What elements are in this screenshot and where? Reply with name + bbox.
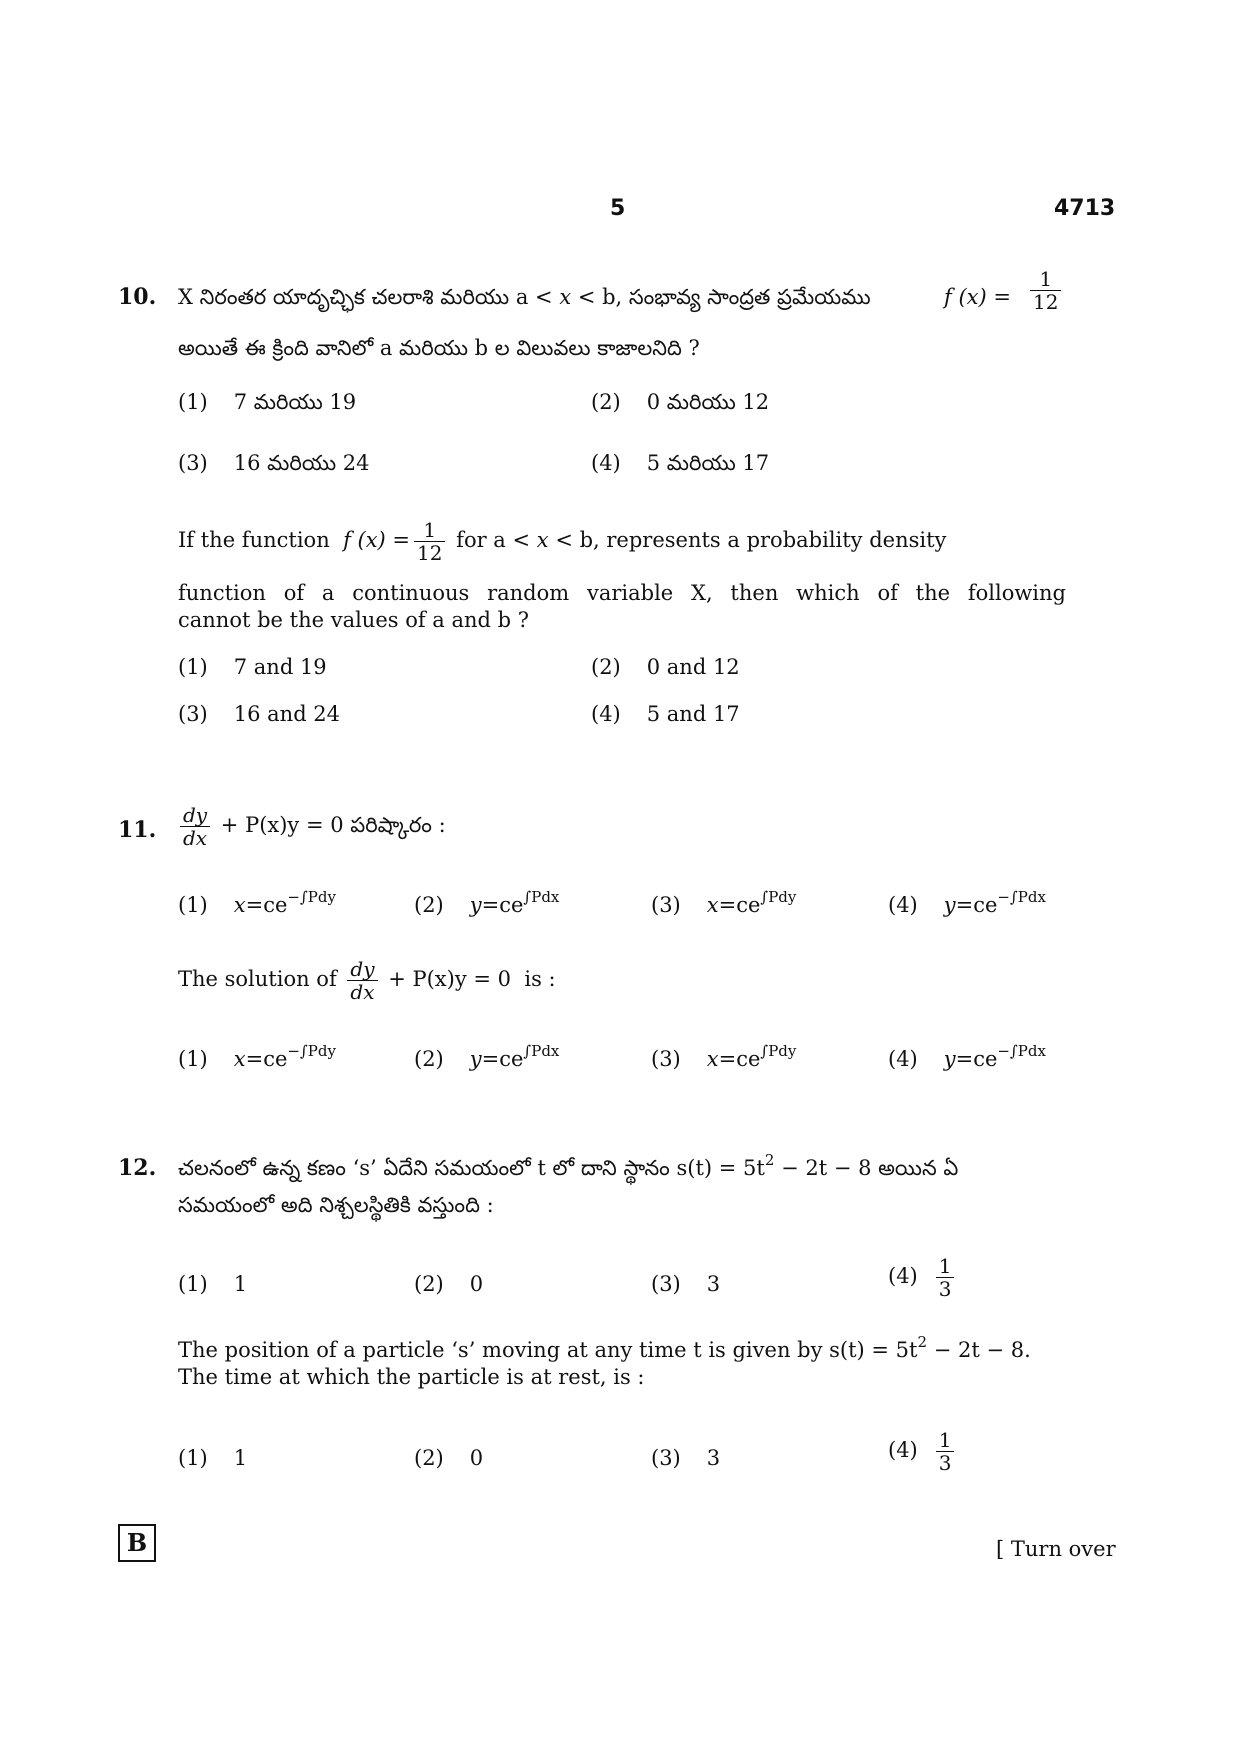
q11-en-option-2: (2) $y=ce^{\int Pdx}$ — [414, 1042, 560, 1071]
q10-english-line1: If the function f (x) = $\frac{1}{12}$ for a < x < b, represents a probability density — [178, 518, 947, 565]
q10-telugu-line2: అయితే ఈ క్రింది వానిలో a మరియు b ల విలువలు కాజాలనిది ? — [178, 336, 700, 360]
page-number: 5 — [610, 196, 626, 221]
q10-en-option-4: (4) 5 and 17 — [591, 702, 740, 726]
q10-fx: f (x) = — [944, 285, 1011, 309]
q12-en-option-4: (4) $\frac{1}{3}$ — [888, 1429, 958, 1474]
q12-english-line2: The time at which the particle is at rest, is : — [178, 1365, 645, 1389]
q11-en-option-3: (3) $x=ce^{\int Pdy}$ — [651, 1042, 797, 1071]
q12-english-line1: The position of a particle ‘s’ moving at any time t is given by $s(t) = 5t^2 - 2t - 8$. — [178, 1333, 1031, 1362]
q11-english-stem: The solution of $\frac{dy}{dx}$ + P(x)y = 0 is : — [178, 957, 556, 1004]
q10-en-option-2: (2) 0 and 12 — [591, 655, 740, 679]
q12-telugu-line1: చలనంలో ఉన్న కణం ‘s’ ఏదేని సమయంలో t లో దాని స్థానం $s(t) = 5t^2 - 2t - 8$ అయిన ఏ — [178, 1151, 959, 1180]
q12-telugu-line2: సమయంలో అది నిశ్చలస్థితికి వస్తుంది : — [178, 1193, 494, 1217]
q11-en-option-4: (4) $y=ce^{-\int Pdx}$ — [888, 1042, 1046, 1071]
q10-english-line3: cannot be the values of a and b ? — [178, 608, 530, 632]
q11-te-option-4: (4) $y=ce^{-\int Pdx}$ — [888, 888, 1046, 917]
q11-te-option-1: (1) $x=ce^{-\int Pdy}$ — [178, 888, 336, 917]
series-box: B — [118, 1524, 156, 1562]
q12-te-option-1: (1) 1 — [178, 1272, 248, 1296]
q12-en-option-2: (2) 0 — [414, 1446, 484, 1470]
q10-english-line2: function of a continuous random variable X, then which of the following — [178, 581, 1066, 605]
q10-en-option-3: (3) 16 and 24 — [178, 702, 341, 726]
turn-over-label: [ Turn over — [996, 1537, 1116, 1561]
q12-en-option-3: (3) 3 — [651, 1446, 721, 1470]
question-number-12: 12. — [118, 1155, 157, 1181]
q12-te-option-2: (2) 0 — [414, 1272, 484, 1296]
question-number-11: 11. — [118, 817, 157, 843]
q10-te-option-2: (2) 0 మరియు 12 — [591, 390, 770, 414]
q10-te-option-4: (4) 5 మరియు 17 — [591, 451, 770, 475]
q11-te-option-3: (3) $x=ce^{\int Pdy}$ — [651, 888, 797, 917]
q10-te-option-1: (1) 7 మరియు 19 — [178, 390, 357, 414]
q11-te-option-2: (2) $y=ce^{\int Pdx}$ — [414, 888, 560, 917]
q12-te-option-3: (3) 3 — [651, 1272, 721, 1296]
paper-code: 4713 — [1054, 196, 1116, 221]
q10-telugu-stem: X నిరంతర యాదృచ్ఛిక చలరాశి మరియు a < x < b, సంభావ్య సాంద్రత ప్రమేయము — [178, 285, 871, 309]
q10-te-option-3: (3) 16 మరియు 24 — [178, 451, 370, 475]
q12-en-option-1: (1) 1 — [178, 1446, 248, 1470]
q11-telugu-stem: $\frac{dy}{dx}$ + P(x)y = 0 పరిష్కారం : — [176, 804, 446, 849]
q10-en-option-1: (1) 7 and 19 — [178, 655, 327, 679]
q12-te-option-4: (4) $\frac{1}{3}$ — [888, 1255, 958, 1300]
q10-fraction: $\frac{1}{12}$ — [1026, 268, 1065, 313]
q11-en-option-1: (1) $x=ce^{-\int Pdy}$ — [178, 1042, 336, 1071]
question-number-10: 10. — [118, 284, 157, 310]
